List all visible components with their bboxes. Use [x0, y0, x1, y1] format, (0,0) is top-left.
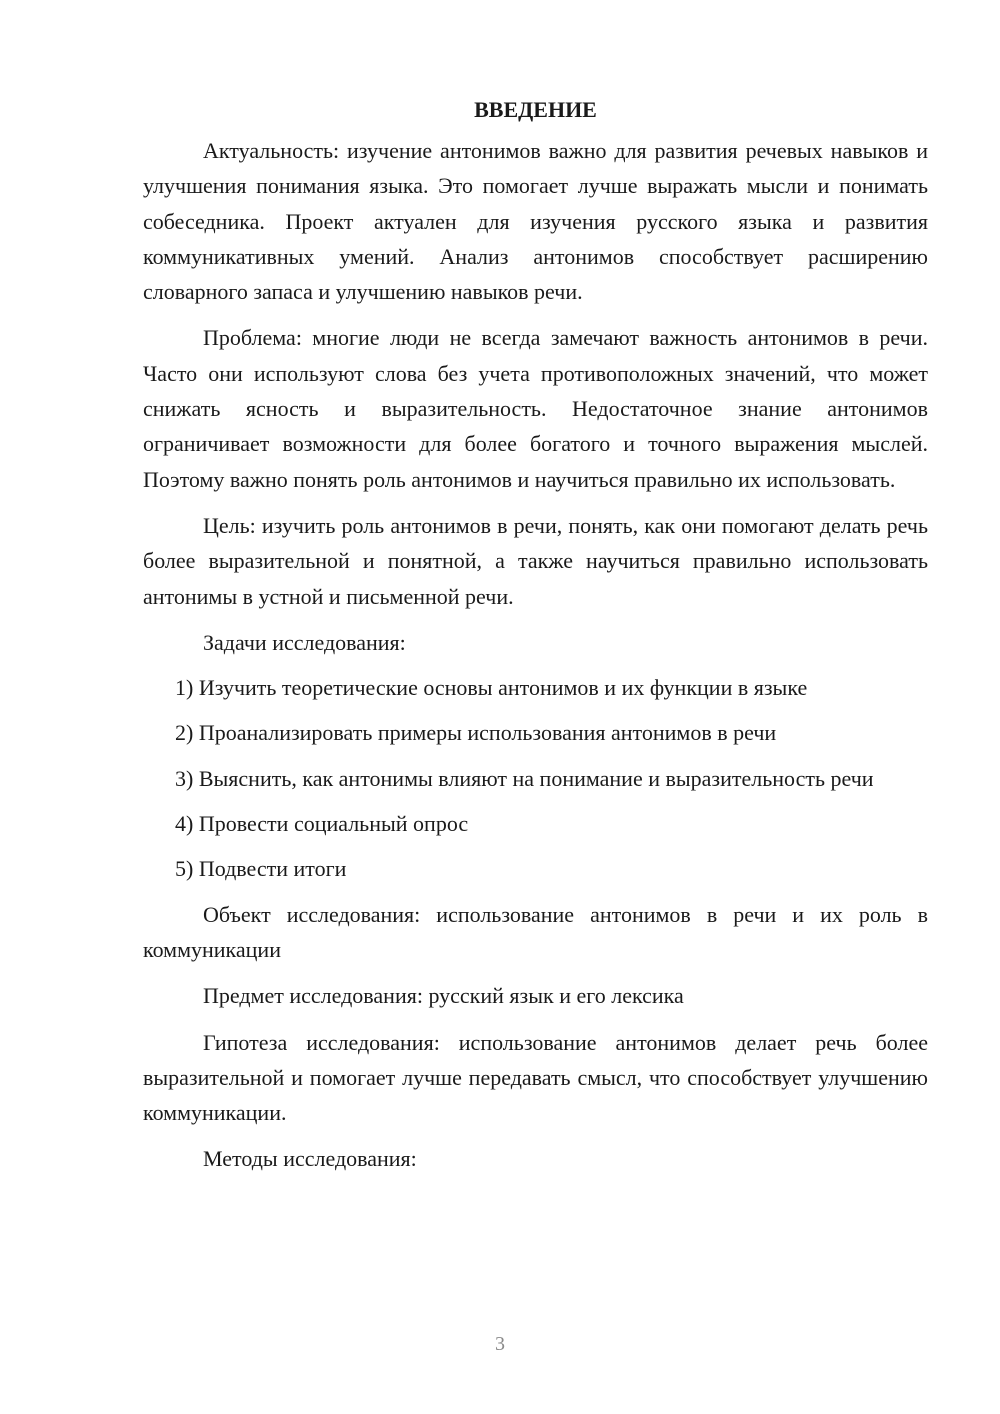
subject-paragraph: Предмет исследования: русский язык и его лексика [203, 983, 684, 1009]
tasks-title: Задачи исследования: [203, 629, 406, 655]
hypothesis-paragraph: Гипотеза исследования: использование антонимов делает речь более выразительной и помогает лучше передавать смысл, что способствует улучшению коммуникации. [143, 1029, 928, 1126]
document-page [143, 92, 928, 1177]
section-heading: ВВЕДЕНИЕ [474, 97, 597, 122]
tasks-list [143, 670, 928, 886]
relevance-paragraph: Актуальность: изучение антонимов важно для развития речевых навыков и улучшения понимания языка. Это помогает лучше выражать мысли и понимать собеседника. Проект актуален для изучения русского языка и развития коммуникативных умений. Анализ антонимов способствует расширению словарного запаса и улучшению навыков речи. [143, 138, 928, 305]
list-item: 2) Проанализировать примеры использования антонимов в речи [175, 720, 777, 746]
problem-paragraph: Проблема: многие люди не всегда замечают важность антонимов в речи. Часто они используют слова без учета противоположных значений, что может снижать ясность и выразительность. Недостаточное знание антонимов ограничивает возможности для более богатого и точного выражения мыслей. Поэтому важно понять роль антонимов и научиться правильно их использовать. [143, 325, 928, 492]
object-paragraph: Объект исследования: использование антонимов в речи и их роль в коммуникации [143, 901, 928, 962]
goal-paragraph: Цель: изучить роль антонимов в речи, понять, как они помогают делать речь более выразительной и понятной, а также научиться правильно использовать антонимы в устной и письменной речи. [143, 512, 928, 609]
methods-title: Методы исследования: [203, 1146, 417, 1172]
list-item: 3) Выяснить, как антонимы влияют на понимание и выразительность речи [175, 765, 874, 791]
list-item: 5) Подвести итоги [175, 856, 347, 882]
list-item: 1) Изучить теоретические основы антонимов и их функции в языке [175, 675, 808, 701]
page-number: 3 [495, 1333, 505, 1355]
list-item: 4) Провести социальный опрос [175, 811, 469, 837]
